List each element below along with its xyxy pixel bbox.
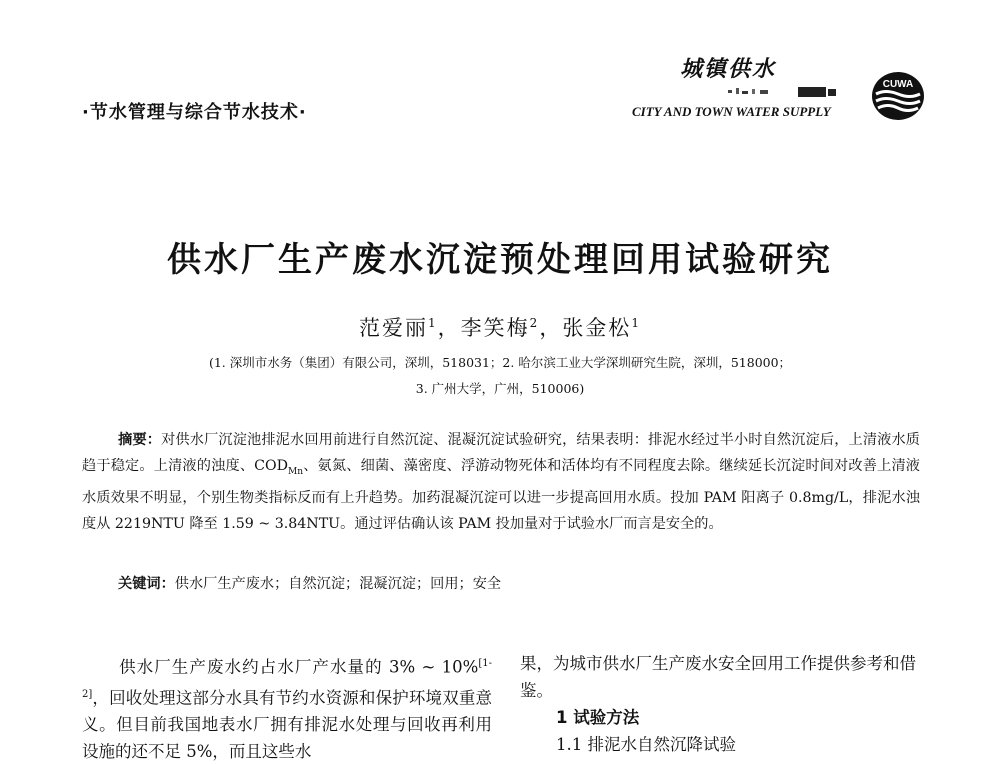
cuwa-logo-icon	[870, 70, 926, 122]
cod-subscript: Mn	[288, 466, 304, 477]
author-affiliation-mark: 1	[631, 316, 641, 330]
body-paragraph: 果，为城市供水厂生产废水安全回用工作提供参考和借鉴。	[520, 654, 916, 700]
citation-ref: [1-2]	[82, 658, 492, 700]
abstract-text-part2: 、氨氮、细菌、藻密度、浮游动物死体和活体均有不同程度去除。继续延长沉淀时间对改善上清液水质效果不明显，个别生物类指标反而有上升趋势。加药混凝沉淀可以进一步提高回用水质。投加 PAM 阳离子 0.8mg/L，排泥水浊度从 2219NTU 降至 1.59 ~ 3.84NTU。通过评估确认该 PAM 投加量对于试验水厂而言是安全的。	[82, 458, 920, 532]
logo-text: CUWA	[882, 79, 914, 90]
author-name: 张金松	[562, 316, 632, 340]
author-affiliation-mark: 2	[529, 316, 540, 330]
body-left-column	[82, 650, 492, 765]
author-list	[0, 312, 1000, 342]
body-right-column	[520, 650, 920, 758]
journal-brand-english: CITY AND TOWN WATER SUPPLY	[632, 104, 831, 119]
author-affiliation-mark: 1	[428, 316, 438, 330]
scan-noise	[728, 86, 838, 98]
affiliation-line-1: (1. 深圳市水务（集团）有限公司，深圳，518031；2. 哈尔滨工业大学深圳研究生院，深圳，518000；	[208, 355, 792, 370]
keywords-text: 供水厂生产废水；自然沉淀；混凝沉淀；回用；安全	[174, 576, 502, 592]
author-separator: ，	[539, 316, 563, 340]
column-tag: ·节水管理与综合节水技术·	[82, 102, 307, 123]
subsection-heading: 1.1 排泥水自然沉降试验	[556, 735, 736, 754]
abstract	[82, 427, 920, 537]
keywords	[118, 573, 501, 593]
author-name: 李笑梅	[460, 316, 530, 340]
journal-brand-chinese: 城镇供水	[680, 56, 777, 82]
section-heading: 1 试验方法	[556, 708, 640, 727]
keywords-label: 关键词：	[118, 576, 175, 592]
body-paragraph-part1: 供水厂生产废水约占水厂产水量的 3% ~ 10%	[118, 657, 479, 677]
author-name: 范爱丽	[359, 316, 429, 340]
author-separator: ，	[437, 316, 461, 340]
abstract-text-part1: 对供水厂沉淀池排泥水回用前进行自然沉淀、混凝沉淀试验研究，结果表明：排泥水经过半小时自然沉淀后，上清液水质趋于稳定。上清液的浊度、COD	[82, 432, 920, 474]
affiliation-line-2: 3. 广州大学，广州，510006)	[415, 381, 585, 396]
abstract-label: 摘要：	[118, 432, 162, 448]
body-paragraph-part2: ，回收处理这部分水具有节约水资源和保护环境双重意义。但目前我国地表水厂拥有排泥水处理与回收再利用设施的还不足 5%，而且这些水	[82, 688, 492, 761]
paper-title: 供水厂生产废水沉淀预处理回用试验研究	[167, 240, 833, 280]
